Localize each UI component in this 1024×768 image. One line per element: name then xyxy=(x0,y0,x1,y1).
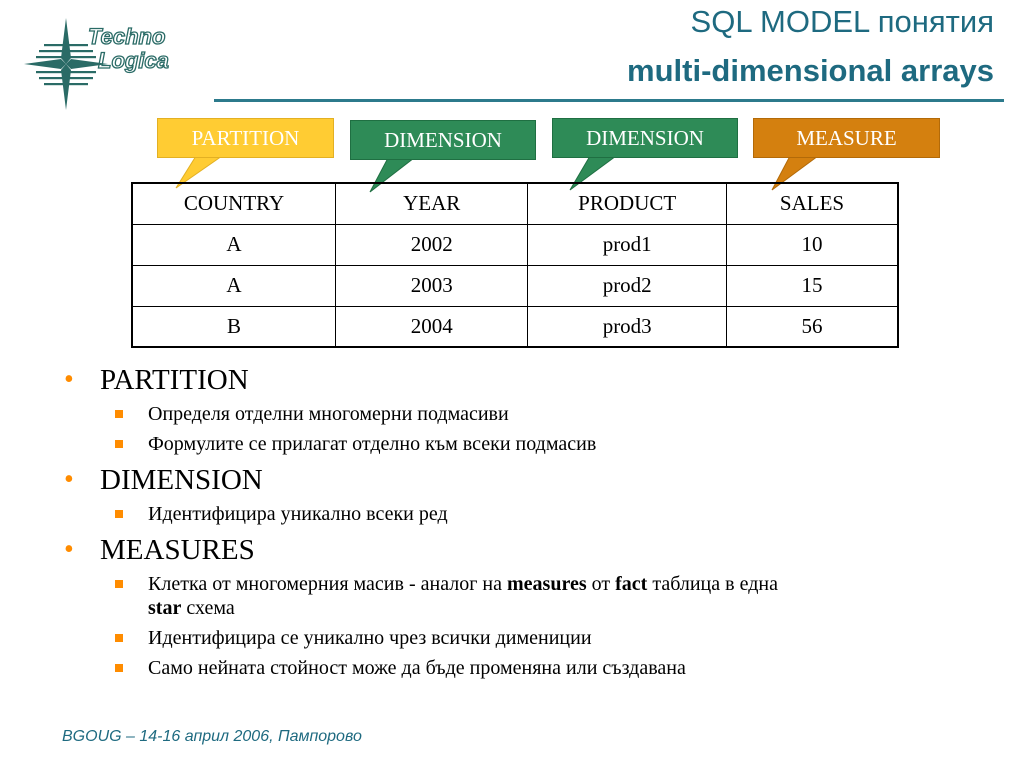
sub-bullet-text: Идентифицира се уникално чрез всички димениции xyxy=(148,627,592,649)
logo-text-line1: Techno xyxy=(88,24,166,49)
dimension-callout-label: DIMENSION xyxy=(586,126,704,150)
sub-bullet-text-part: таблица в една xyxy=(647,573,778,595)
table-row xyxy=(132,265,898,306)
sub-bullet-text: Определя отделни многомерни подмасиви xyxy=(148,403,509,425)
dimension-callout-label: DIMENSION xyxy=(384,128,502,152)
slide-title-line2: multi-dimensional arrays xyxy=(627,53,994,88)
table-row xyxy=(132,224,898,265)
table-cell: 56 xyxy=(726,306,898,347)
table-cell: 2004 xyxy=(336,306,528,347)
square-bullet-icon xyxy=(115,440,123,448)
bullet-title: PARTITION xyxy=(100,364,249,396)
bullet-dot-icon: • xyxy=(64,364,74,395)
logo-text-line2: Logica xyxy=(98,48,169,73)
sub-bullet xyxy=(62,656,982,680)
sub-bullet-text-part: от xyxy=(586,573,616,595)
sub-bullet xyxy=(62,432,982,456)
table-cell: prod1 xyxy=(528,224,727,265)
sub-bullet-bold-term: star xyxy=(148,597,182,619)
sub-bullet xyxy=(62,572,982,620)
sub-bullet-text-part: схема xyxy=(181,597,235,619)
table-cell: 15 xyxy=(726,265,898,306)
title-prefix: SQL MODEL xyxy=(690,4,870,39)
table-cell: 10 xyxy=(726,224,898,265)
sub-bullet-text: Формулите се прилагат отделно към всеки подмасив xyxy=(148,433,597,455)
bullet-dot-icon: • xyxy=(64,464,74,495)
table-cell: 2002 xyxy=(336,224,528,265)
sub-bullet-text: Само нейната стойност може да бъде променяна или създавана xyxy=(148,657,686,679)
table-header-cell: SALES xyxy=(726,183,898,224)
square-bullet-icon xyxy=(115,634,123,642)
sub-bullet-text-part: Клетка от многомерния масив - аналог на xyxy=(148,573,508,595)
dimension-callout-product xyxy=(552,118,738,158)
bullet-dot-icon: • xyxy=(64,534,74,565)
table-header-cell: YEAR xyxy=(336,183,528,224)
measure-callout-label: MEASURE xyxy=(796,126,897,150)
square-bullet-icon xyxy=(115,410,123,418)
square-bullet-icon xyxy=(115,664,123,672)
table-header-cell: COUNTRY xyxy=(132,183,336,224)
sub-bullet-text: Идентифицира уникално всеки ред xyxy=(148,503,448,525)
title-suffix: понятия xyxy=(877,4,994,39)
partition-callout xyxy=(157,118,334,158)
bullet-measures xyxy=(62,532,982,568)
bullet-partition xyxy=(62,362,982,398)
sub-bullet xyxy=(62,402,982,426)
table-cell: A xyxy=(132,224,336,265)
table-row xyxy=(132,306,898,347)
table-cell: B xyxy=(132,306,336,347)
sales-table xyxy=(131,182,899,348)
bullet-title: DIMENSION xyxy=(100,464,263,496)
bullet-list xyxy=(62,360,982,686)
sub-bullet-bold-term: measures xyxy=(507,573,587,595)
measure-callout xyxy=(753,118,940,158)
square-bullet-icon xyxy=(115,510,123,518)
table-cell: prod2 xyxy=(528,265,727,306)
partition-callout-label: PARTITION xyxy=(191,126,300,150)
slide-footer: BGOUG – 14-16 април 2006, Пампорово xyxy=(62,728,362,745)
table-header-row xyxy=(132,183,898,224)
sub-bullet-bold-term: fact xyxy=(615,573,648,595)
sub-bullet xyxy=(62,626,982,650)
sub-bullet xyxy=(62,502,982,526)
table-cell: 2003 xyxy=(336,265,528,306)
bullet-dimension xyxy=(62,462,982,498)
callout-pointers xyxy=(0,0,1024,200)
table-header-cell: PRODUCT xyxy=(528,183,727,224)
bullet-title: MEASURES xyxy=(100,534,255,566)
table-cell: prod3 xyxy=(528,306,727,347)
table-cell: A xyxy=(132,265,336,306)
dimension-callout-year xyxy=(350,120,536,160)
square-bullet-icon xyxy=(115,580,123,588)
